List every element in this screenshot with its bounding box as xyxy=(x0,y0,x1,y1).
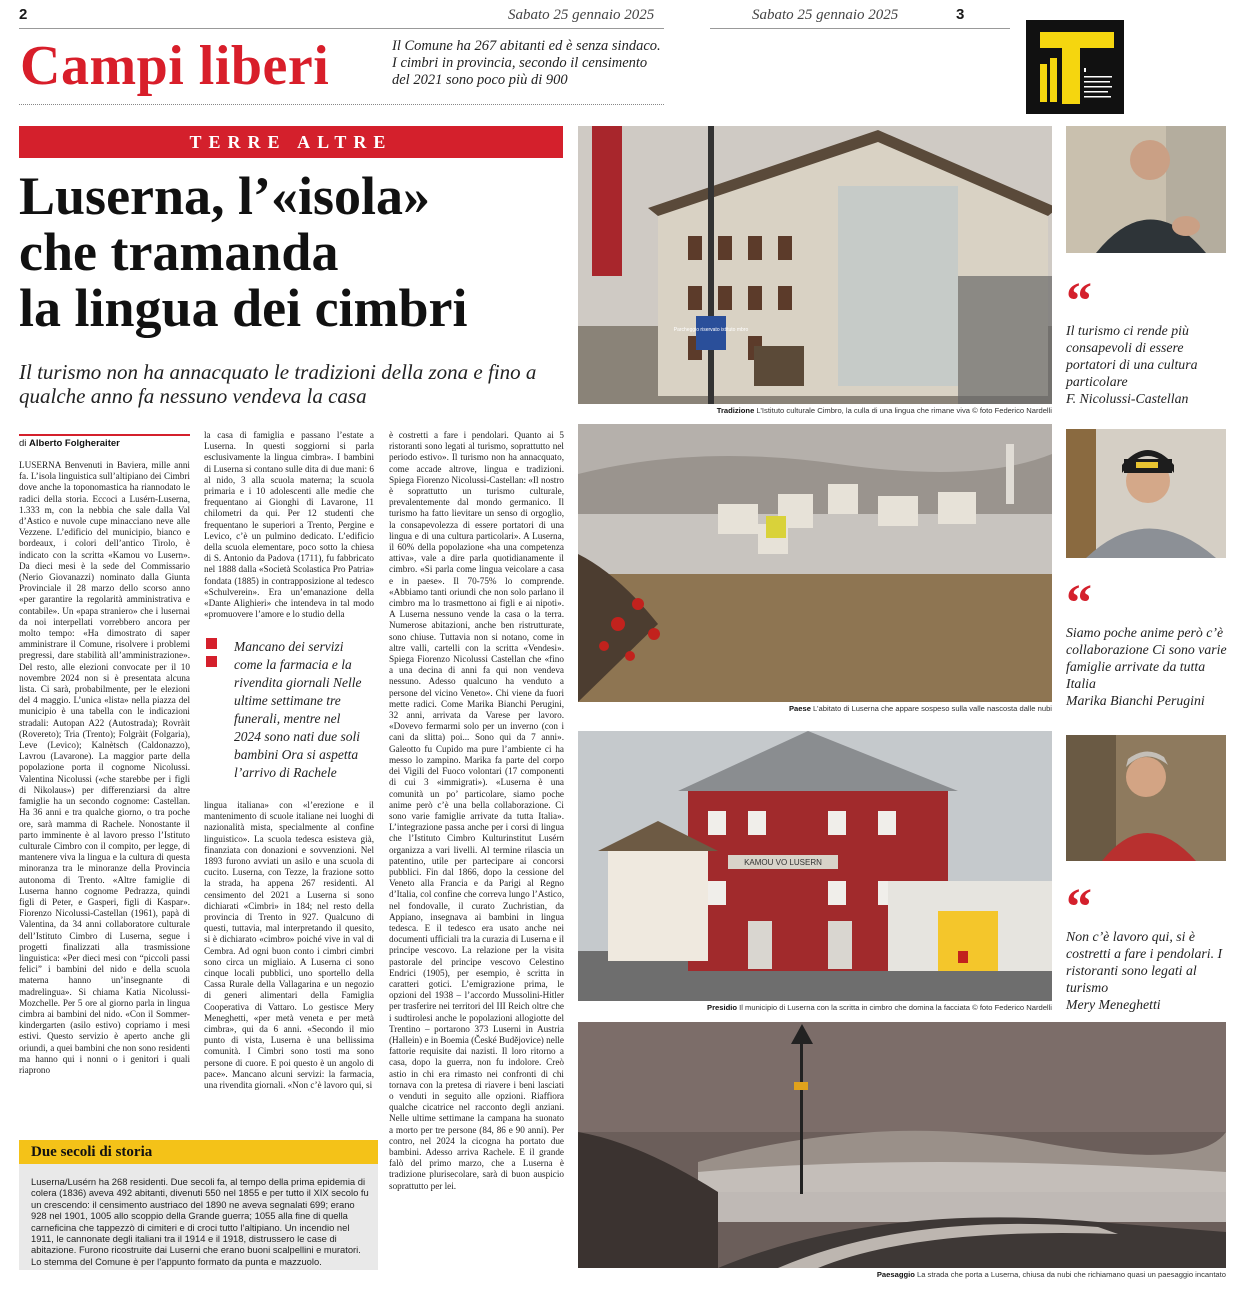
caption-label-3: Presidio xyxy=(707,1003,737,1012)
caption-text-2: L’abitato di Luserna che appare sospeso sulla valle nascosta dalle nubi xyxy=(813,704,1052,713)
quote-mark-icon: “ xyxy=(1066,273,1092,330)
quote-block-3 xyxy=(1066,879,1236,1013)
byline-prefix: di xyxy=(19,438,27,449)
quote-text-2: Siamo poche anime però c’è collaborazione Ci sono varie famiglie arrivate da tutta Italia xyxy=(1066,625,1227,691)
column-2b-text: lingua italiana» con «l’erezione e il mantenimento di scuole italiane nei luoghi di nazionalità mista, specialmente al confine linguistico». La scuola tedesca esisteva già, finanziata con donazioni e sovvenzioni. Nel 1893 furono avviati un asilo e una scuola di cucito. Luserna, con Tezze, la frazione sotto la strada, ha appena 267 residenti. Al censimento del 2021 a Luserna si sono dichiarati «Cimbri» in 184; nel resto della provincia di Trento in 927. Qualcuno di questi, tuttavia, mal interpretando il quesito, si è dichiarato «cimbro» poiché vive in val di Cembra. Ad ogni buon conto i cimbri cimbri sono circa un migliaio. A Luserna ci sono cinque locali pubblici, uno sportello della Cassa Rurale della Vallagarina e un negozio di generi alimentari della Famiglia Cooperativa di Vattaro. Lo gestisce Mery Meneghetti, «per metà veneta e per metà cimbra», qui da 6 anni. «Secondo il mio punto di vista, Luserna è una bellissima comunità. I Cimbri sono tosti ma sono persone di cuore. E poi questo è un angolo di pace». Mancano alcuni servizi: la farmacia, una rivendita giornali. «Non c’è lavoro qui, si xyxy=(204,800,374,1091)
newspaper-logo xyxy=(1026,20,1124,114)
column-2a-text: la casa di famiglia e passano l’estate a Luserna. In questi soggiorni si parla esclusivamente la lingua cimbra». I bambini di Luserna si contano sulle dita di due mani: 6 al nido, 3 alla scuola materna; la scuola primaria e i 10 adolescenti alle medie che frequentano ai Gionghi di Lavarone, 11 chilometri da qui. Per 12 studenti che frequentano le superiori a Trento, Pergine e Levico, c’è un pulmino dedicato. L’edificio della scuola elementare, poco sotto la chiesa di S. Antonio da Padova (1711), fu fabbricato nel 1888 dalla «Società Scolastica Pro Patria» fondata (1885) in contrapposizione al tedesco «Schulverein». Era un’emanazione della «Dante Alighieri» che intendeva in tal modo «promuovere l’amore e lo studio della xyxy=(204,430,374,620)
photo-istituto-cimbro xyxy=(578,126,1052,404)
portrait-bianchi-perugini xyxy=(1066,429,1226,558)
article-deck: Il turismo non ha annacquato le tradizioni della zona e fino a qualche anno fa nessuno vendeva la casa xyxy=(19,360,537,408)
quote-text-1: Il turismo ci rende più consapevoli di essere portatori di una cultura particolare xyxy=(1066,323,1198,389)
quote-mark-icon: “ xyxy=(1066,879,1092,936)
pull-quote xyxy=(206,638,366,780)
article-column-3 xyxy=(389,430,564,1272)
date-left: Sabato 25 gennaio 2025 xyxy=(508,7,655,23)
caption-label-4: Paesaggio xyxy=(876,1270,915,1279)
photo-paesaggio xyxy=(578,1022,1226,1268)
il-t-logo-icon xyxy=(1026,20,1124,114)
column-3-text: è costretti a fare i pendolari. Quanto ai 5 ristoranti sono legati al turismo, soprattutto nel periodo estivo». Il turismo non ha annacquato, come accade altrove, lingua e tradizioni. Spiega Fiorenzo Nicolussi-Castellan: «Il nostro è soprattutto un turismo culturale, prevalentemente dal mondo germanico. Il turismo ha fatto lievitare un senso di orgoglio, la consapevolezza di essere portatori di una lingua e di una cultura particolari». A Luserna, il 60% della popolazione «ha una competenza attiva», vale a dire parla quotidianamente il cimbro. «Si parla come lingua veicolare a casa e in paese». Il 70-75% lo comprende. «Abbiamo tanti oriundi che non solo parlano il cimbro ma lo trasmettono ai figli e ai nipoti». A Luserna nessuno vende la casa o la terra. Numerose abitazioni, anche ben ristrutturate, sono chiuse. Tuttavia non si notano, come in altre valli, cartelli con la scritta «Vendesi». Spiega Fiorenzo Nicolussi Castellan che «fino a una decina di anni fa qui non vendeva nessuno. Adesso qualcuno ha venduto a persone del vicino Veneto». Chi viene da fuori mette radici. Come Marika Bianchi Perugini, 32 anni, arrivata da Varese per lavoro. «Dovevo fermarmi solo per un inverno (con i cani da slitta) poi... Sono qui da 7 anni». Galeotto fu Cupido ma pure l’ambiente ci ha messo lo zampino. Marika fa parte del corpo dei Vigili del Fuoco volontari (17 componenti di cui 3 «immigrati»). «Luserna è una comunità un po’ particolare, siamo poche anime però c’è una bella collaborazione. Ci sono varie famiglie arrivate da tutta Italia». L’integrazione passa anche per i corsi di lingua che l’Istituto Cimbro Kulturinstitut Lusérn organizza a vari livelli. Al termine rilascia un patentino, utile per partecipare ai concorsi pubblici. Fin dal 1866, dopo la cessione del Veneto alla Francia e da Parigi al Regno d’Italia, col confine che correva lungo l’Astico, nel fondovalle, il curato Zuchristian, da Appiano, insegnava ai bambini in lingua tedesca. E il tedesco era usato anche nei documenti ufficiali tra la curazia di Luserna e il principe vescovo. La relazione per la visita pastorale del principe vescovo Celestino Endrici (1905), per esempio, è scritta in caratteri gotici. L’emigrazione prima, le opzioni del 1938 – l’accordo Mussolini-Hitler per trasferire nei territori del III Reich oltre che i sudtirolesi anche le popolazioni allogiotte del Trentino – portarono 373 Luserni in Austria (Hallein) e in Boemia (České Budějovice) nelle fattorie requisite dai nazisti. Il loro ritorno a casa, dopo la guerra, non fu indolore. Creò astio in chi era rimasto nei confronti di chi tornava con la pretesa di riavere i beni lasciati o venduti in seguito alle opzioni. Riaffiora qualche cicatrice nel racconto degli anziani. Nelle ultime settimane la campana ha suonato a morto per tre persone (84, 86 e 90 anni). Per contro, nel 2024 la cicogna ha portato due bambini. Adesso arriva Rachele. E il grande falò del primo marzo, che a Luserna è tradizione plurisecolare, sarà di buon auspicio soprattutto per lei. xyxy=(389,430,564,1191)
caption-text-1: L’Istituto culturale Cimbro, la culla di una lingua che rimane viva © foto Federico Nardelli xyxy=(756,406,1052,415)
photo-caption-1 xyxy=(578,406,1052,415)
photo-caption-3 xyxy=(578,1003,1052,1012)
quote-block-2 xyxy=(1066,575,1236,709)
history-box xyxy=(19,1140,378,1270)
municipio-sign-text: KAMOU VO LUSERN xyxy=(744,858,822,867)
quote-block-1 xyxy=(1066,273,1236,407)
quote-author-1: F. Nicolussi-Castellan xyxy=(1066,391,1189,406)
caption-text-3: Il municipio di Luserna con la scritta in cimbro che domina la facciata © foto Federico Nardelli xyxy=(739,1003,1052,1012)
quote-mark-icon: “ xyxy=(1066,575,1092,632)
quote-author-3: Mery Meneghetti xyxy=(1066,997,1161,1012)
headline-line-1: Luserna, l’«isola» xyxy=(19,166,431,226)
page-number-left: 2 xyxy=(19,6,28,23)
pull-quote-square-icon xyxy=(206,638,217,649)
article-column-2b xyxy=(204,800,374,1132)
header-deck: Il Comune ha 267 abitanti ed è senza sindaco. I cimbri in provincia, secondo il censimento del 2021 sono poco più di 900 xyxy=(392,38,661,88)
caption-label-1: Tradizione xyxy=(716,406,755,415)
top-rule-right xyxy=(710,28,1010,29)
article-column-1 xyxy=(19,460,190,1130)
photo-paese xyxy=(578,424,1052,702)
kicker-band: TERRE ALTRE xyxy=(19,126,563,158)
headline-line-2: che tramanda xyxy=(19,222,339,282)
author-name: Alberto Folgheraiter xyxy=(29,438,120,449)
headline-line-3: la lingua dei cimbri xyxy=(19,278,468,338)
quote-author-2: Marika Bianchi Perugini xyxy=(1066,693,1205,708)
portrait-meneghetti xyxy=(1066,735,1226,861)
photo-caption-4 xyxy=(578,1270,1226,1279)
top-rule-left xyxy=(19,28,664,29)
caption-label-2: Paese xyxy=(788,704,811,713)
pull-quote-square-icon xyxy=(206,656,217,667)
dotted-rule xyxy=(19,104,664,105)
caption-text-4: La strada che porta a Luserna, chiusa da nubi che richiamano quasi un paesaggio incantato xyxy=(916,1270,1226,1279)
byline xyxy=(19,434,190,449)
article-column-2a xyxy=(204,430,374,630)
portrait-nicolussi-castellan xyxy=(1066,126,1226,253)
parking-sign-text: Parcheggio riservato istituto mbro xyxy=(673,327,749,333)
column-1-text: LUSERNA Benvenuti in Baviera, mille anni fa. L’isola linguistica sull’altipiano dei Cimbri dove anche la toponomastica ha riannodato le radici della storia. Eccoci a Lusérn-Luserna, 1.333 m, con la nebbia che sale dalla Val d’Astico e nuvole cupe minacciano neve alle Vezzene. L’edificio del municipio, bianco e bordeaux, i colori dell’antico Tirolo, è indicato con la scritta «Kamou vo Lusern». Da dieci mesi è la sede del Commissario (Nerio Giovanazzi) nominato dalla Giunta Provinciale il 28 marzo dello scorso anno «per garantire la regolarità amministrativa e contabile». Un «papa straniero» che i lusernai da noi interpellati vorrebbero ancora per molto tempo: «Ha dimostrato di saper amministrare il Comune, risolvere i problemi pregressi, dare stabilità all’amministrazione». Del resto, alle elezioni convocate per il 10 novembre 2024 non si è presentata alcuna lista. Ci sarà, probabilmente, per le elezioni del 4 maggio. L’unica «lista» nella piazza del municipio è una tabella con le indicazioni stradali: Autopan A22 (Autostrada); Rovràit (Rovereto); Tria (Trento); Folgràit (Folgaria), Leve (Levico); Kalnètsch (Caldonazzo), Lavrou (Lavarone). La maggior parte della popolazione porta il cognome Nicolussi. Valentina Nicolussi («che starebbe per i figli di Nikolaus») per differenziarsi da altre famiglie ha un secondo cognome: Castellan. Ha 36 anni e tra qualche giorno, o tra poche ore, sarà mamma di Rachele. Nonostante il parto imminente è al lavoro presso l’Istituto culturale Cimbro con il compito, per legge, di mantenere viva la lingua e la cultura di questa minoranza tra le minoranze della Provincia autonoma di Trento. «Altre famiglie di Luserna hanno cognome Pedrazza, quindi figli di Peter, e Gasperi, figli di Kaspar». Fiorenzo Nicolussi-Castellan (1961), papà di Valentina, da 34 anni collaboratore culturale dell’Istituto Cimbro di Luserna, segue i progetti finalizzati alla trasmissione linguistica: «Per dieci mesi con “piccoli passi felici” i bambini del nido e della scuola materna hanno un’insegnante di madrelingua». Si chiama Katia Nicolussi-Mozchelle. Per 5 ore al giorno parla in lingua cimbra ai bambini del nido. «Con il Sommer-kindergarten (asilo estivo) copriamo i mesi estivi. Questo servizio è aperto anche gli oriundi, a quei bambini che non sono residenti ma hanno qui i nonni o i genitori i quali riaprono xyxy=(19,460,190,1075)
photo-municipio xyxy=(578,731,1052,1001)
section-title: Campi liberi xyxy=(20,35,330,97)
history-box-text: Luserna/Lusérn ha 268 residenti. Due secoli fa, al tempo della prima epidemia di colera (1836) aveva 492 abitanti, divenuti 550 nel 1855 e per tutto il XIX secolo fu un crescendo: il censimento austriaco del 1890 ne aveva segnalati 699; erano 928 nel 1901, 1005 allo scoppio della Grande guerra; 1055 alla fine di quella carneficina che tappezzò di cimiteri e di croci tutto l’altipiano. Un incendio nel 1911, le cannonate degli italiani tra il 1914 e il 1918, distrussero le case di abitazione. Furono ricostruite dai Luserni che erano buoni scalpellini e muratori. Lo stemma del Comune è per l’appunto formato da punta e mazzuolo. xyxy=(31,1176,369,1267)
history-box-title: Due secoli di storia xyxy=(19,1140,378,1164)
page-number-right: 3 xyxy=(956,6,965,23)
photo-caption-2 xyxy=(578,704,1052,713)
pull-quote-text: Mancano dei servizi come la farmacia e la rivendita giornali Nelle ultime settimane tre funerali, mentre nel 2024 sono nati due soli bambini Ora si aspetta l’arrivo di Rachele xyxy=(234,639,362,780)
quote-text-3: Non c’è lavoro qui, si è costretti a fare i pendolari. I ristoranti sono legati al turismo xyxy=(1066,929,1223,995)
headline xyxy=(19,168,579,336)
date-right: Sabato 25 gennaio 2025 xyxy=(752,7,899,23)
